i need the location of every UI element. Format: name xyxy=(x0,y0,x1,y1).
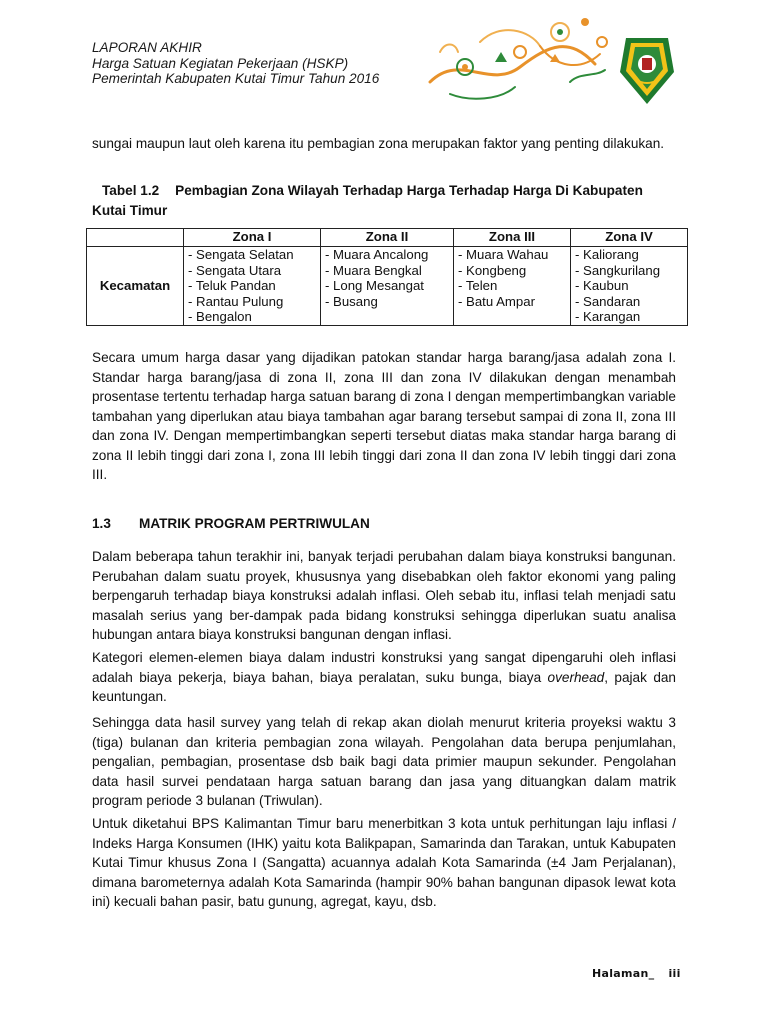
table-header-zona-2: Zona II xyxy=(321,229,454,247)
body-paragraph-4: Untuk diketahui BPS Kalimantan Timur baru menerbitkan 3 kota untuk perhitungan laju inflasi / Indeks Harga Konsumen (IHK) yaitu kota Balikpapan, Samarinda dan Tarakan, untuk Kabupaten Kutai Timur khusus Zona I (Sangatta) acuannya adalah Kota Samarinda (±4 Jam Perjalanan), dimana barometernya adalah Kota Samarinda (hampir 90% bahan bangunan dipasok lewat kota ini) kecuali bahan pasir, batu gunung, agregat, kayu, dsb. xyxy=(92,816,676,909)
list-item: - Rantau Pulung xyxy=(188,293,284,309)
overhead-term: overhead xyxy=(547,669,605,685)
section-number: 1.3 xyxy=(92,516,111,531)
table-caption-number: Tabel 1.2 xyxy=(102,183,160,198)
list-item: - Sandaran xyxy=(575,293,641,309)
document-header xyxy=(92,40,412,87)
list-item: - Kaliorang xyxy=(575,247,639,262)
list-item: - Kaubun xyxy=(575,278,629,293)
section-title: MATRIK PROGRAM PERTRIWULAN xyxy=(139,516,370,531)
body-paragraph-2-start: Kategori elemen-elemen biaya dalam industri konstruksi yang sangat dipengaruhi oleh inflasi adalah biaya pekerja, biaya bahan, biaya peralatan, suku bunga, biaya xyxy=(92,650,676,685)
body-paragraph-3: Sehingga data hasil survey yang telah di rekap akan diolah menurut kriteria proyeksi waktu 3 (tiga) bulanan dan kriteria pembagian zona wilayah. Pengolahan data berupa penjumlahan, pengalian, pembagian, prosentase dsb baik bagi data primier maupun sekunder. Pengolahan data hasil survei pendataan harga satuan barang dan jasa yang dituangkan dalam matrik program periode 3 bulanan (Triwulan). xyxy=(92,715,676,808)
table-caption-text: Pembagian Zona Wilayah Terhadap Harga Terhadap Harga Di Kabupaten Kutai Timur xyxy=(92,183,643,218)
list-item: - Sengata Utara xyxy=(188,262,282,278)
table-header-row xyxy=(87,229,688,247)
table-row xyxy=(87,247,688,326)
row-label-kecamatan: Kecamatan xyxy=(87,247,184,326)
table-caption xyxy=(92,181,676,221)
zone-explanation-section xyxy=(92,348,676,485)
table-header-empty xyxy=(87,229,184,247)
page-footer xyxy=(592,967,681,980)
body-paragraph-1: Dalam beberapa tahun terakhir ini, banyak terjadi perubahan dalam biaya konstruksi bangunan. Perubahan dalam suatu proyek, khususnya yang disebabkan oleh faktor ekonomi yang paling berpengaruh terhadap biaya konstruksi adalah inflasi. Oleh sebab itu, inflasi telah menjadi satu masalah serius yang ber-dampak pada bidang konstruksi sehingga diperlukan suatu analisa hubungan antara biaya konstruksi bangunan dengan inflasi. xyxy=(92,549,676,642)
zona-2-cell xyxy=(321,247,454,326)
table-header-zona-1: Zona I xyxy=(184,229,321,247)
zona-4-cell xyxy=(571,247,688,326)
zona-3-cell xyxy=(454,247,571,326)
floral-ornament-icon xyxy=(430,18,607,99)
body-paragraph-3-block xyxy=(92,713,676,811)
intro-paragraph: sungai maupun laut oleh karena itu pembagian zona merupakan faktor yang penting dilakukan. xyxy=(92,136,665,151)
list-item: - Muara Wahau xyxy=(458,247,549,262)
table-header-zona-4: Zona IV xyxy=(571,229,688,247)
intro-section xyxy=(92,134,676,154)
footer-label: Halaman_ xyxy=(592,967,655,980)
list-item: - Batu Ampar xyxy=(458,293,535,309)
list-item: - Telen xyxy=(458,278,498,293)
list-item: - Muara Ancalong xyxy=(325,247,429,262)
body-paragraph-2-block xyxy=(92,648,676,707)
list-item: - Teluk Pandan xyxy=(188,278,276,293)
body-paragraph-2 xyxy=(92,648,676,707)
header-report-title: LAPORAN AKHIR xyxy=(92,40,202,55)
body-paragraph-1-block xyxy=(92,547,676,645)
list-item: - Long Mesangat xyxy=(325,278,424,293)
list-item: - Muara Bengkal xyxy=(325,262,422,278)
list-item: - Sangkurilang xyxy=(575,262,661,278)
list-item: - Busang xyxy=(325,293,378,309)
header-subtitle: Harga Satuan Kegiatan Pekerjaan (HSKP) xyxy=(92,55,349,71)
body-paragraph-2-end: , pajak dan keuntungan. xyxy=(92,669,676,704)
zone-explanation-paragraph: Secara umum harga dasar yang dijadikan patokan standar harga barang/jasa adalah zona I. Standar harga barang/jasa di zona II, zona III dan zona IV dilakukan dengan menambah prosentase tertentu terhadap harga satuan barang di zona I dengan mempertimbangkan variable tambahan yang diperlukan atau biaya tambahan agar barang tersebut sampai di zona II, zona III dan zona IV. Dengan mempertimbangkan seperti tersebut diatas maka standar harga barang di zona II lebih tinggi dari zona I, zona III lebih tinggi dari zona II dan zona IV lebih tinggi dari zona III. xyxy=(92,350,676,482)
section-heading xyxy=(92,516,370,531)
body-paragraph-4-block xyxy=(92,814,676,912)
page-number: iii xyxy=(668,967,681,980)
header-government: Pemerintah Kabupaten Kutai Timur Tahun 2016 xyxy=(92,71,380,86)
kutai-timur-emblem-icon xyxy=(620,38,674,104)
list-item: - Karangan xyxy=(575,309,641,324)
list-item: - Sengata Selatan xyxy=(188,247,294,262)
table-header-zona-3: Zona III xyxy=(454,229,571,247)
list-item: - Bengalon xyxy=(188,309,252,324)
zone-table xyxy=(86,228,688,326)
zona-1-cell xyxy=(184,247,321,326)
header-ornament xyxy=(420,12,720,108)
list-item: - Kongbeng xyxy=(458,262,527,278)
